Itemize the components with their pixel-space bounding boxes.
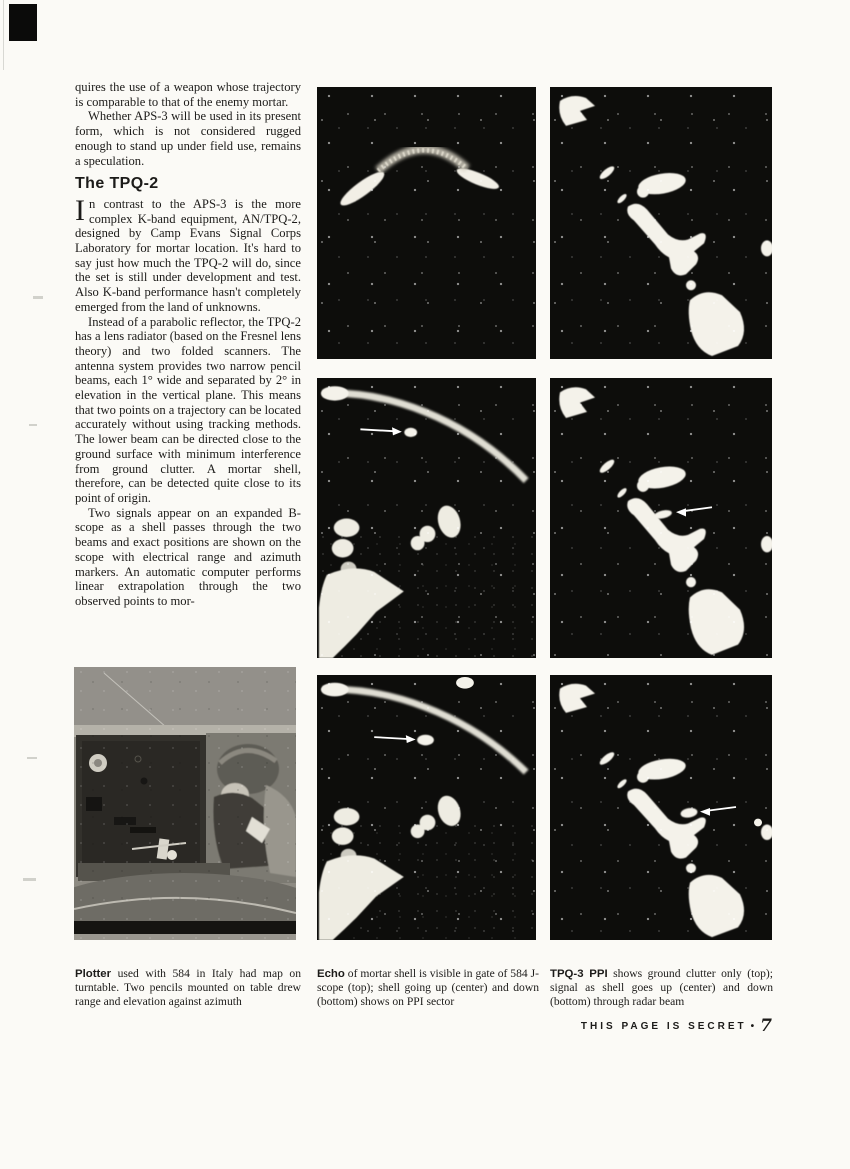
caption-lead: TPQ-3 PPI	[550, 967, 608, 980]
caption-plotter	[75, 967, 301, 1010]
body-paragraph: Two signals appear on an expanded B-scope as a shell passes through the two beams and exact positions are shown on the scope with electrical range and azimuth markers. An automatic computer performs linear extrapolation through the two observed points to mor-	[75, 505, 301, 608]
caption-lead: Echo	[317, 967, 345, 980]
annotation-arrow-icon	[374, 735, 434, 746]
scan-blotch-artifact	[9, 4, 37, 41]
caption-text: of mortar shell is visible in gate of 584 J-scope (top); shell going up (center) and down (bottom) shows on PPI sector	[317, 966, 539, 1009]
ppi-sector-shell-down-photo	[317, 675, 536, 940]
caption-tpq3-ppi	[550, 967, 773, 1010]
secret-classification-label: THIS PAGE IS SECRET	[580, 1021, 747, 1032]
dropcap-letter: I	[75, 193, 85, 227]
tpq3-clutter-shell-up-photo	[550, 378, 772, 658]
scan-dash-artifact	[33, 296, 43, 299]
section-heading: The TPQ-2	[75, 175, 159, 193]
annotation-arrow-icon	[360, 427, 417, 437]
annotation-arrow-icon	[653, 507, 712, 520]
tpq3-clutter-photo	[550, 87, 772, 359]
caption-text: used with 584 in Italy had map on turntable. Two pencils mounted on table drew range and elevation against azimuth	[75, 966, 301, 1009]
footer-bullet: •	[750, 1021, 755, 1032]
article-text-column	[75, 80, 301, 609]
continuation-paragraph: quires the use of a weapon whose trajectory is comparable to that of the enemy mortar.	[75, 80, 301, 109]
body-paragraph: Instead of a parabolic reflector, the TPQ-2 has a lens radiator (based on the Fresnel lens theory) and two folded scanners. The antenna system provides two narrow pencil beams, each 1° wide and separated by 2° in elevation in the vertical plane. This means that two points on a trajectory can be located accurately without using tracking methods. The lower beam can be directed close to the ground surface with minimum interference from ground clutter. A mortar shell, therefore, can be detected quite close to its point of origin.	[75, 314, 301, 505]
caption-text: shows ground clutter only (top); signal as shell goes up (center) and down (bottom) through radar beam	[550, 966, 773, 1009]
caption-echo	[317, 967, 539, 1010]
page-number: 7	[760, 1016, 772, 1036]
caption-lead: Plotter	[75, 967, 112, 980]
ppi-sector-shell-up-photo	[317, 378, 536, 658]
continuation-paragraph: Whether APS-3 will be used in its present form, which is not considered rugged enough to stand up under field use, remains a speculation.	[75, 109, 301, 168]
scan-dash-artifact	[27, 757, 37, 759]
page-footer	[420, 1016, 772, 1036]
dropcap-paragraph	[75, 193, 301, 315]
scan-dash-artifact	[23, 878, 36, 881]
jscope-arch-photo	[317, 87, 536, 359]
scan-dash-artifact	[29, 424, 37, 426]
dropcap-paragraph-text: n contrast to the APS-3 is the more complex K-band equipment, AN/TPQ-2, designed by Camp Evans Signal Corps Laboratory for mortar location. It's hard to say just how much the TPQ-2 will do, since the set is still under development and test. Also K-band performance hasn't completely emerged from the land of unknowns.	[75, 196, 301, 314]
scan-edge-line	[3, 0, 4, 70]
tpq3-clutter-shell-down-photo	[550, 675, 772, 940]
plotter-operator-photo	[74, 667, 296, 940]
